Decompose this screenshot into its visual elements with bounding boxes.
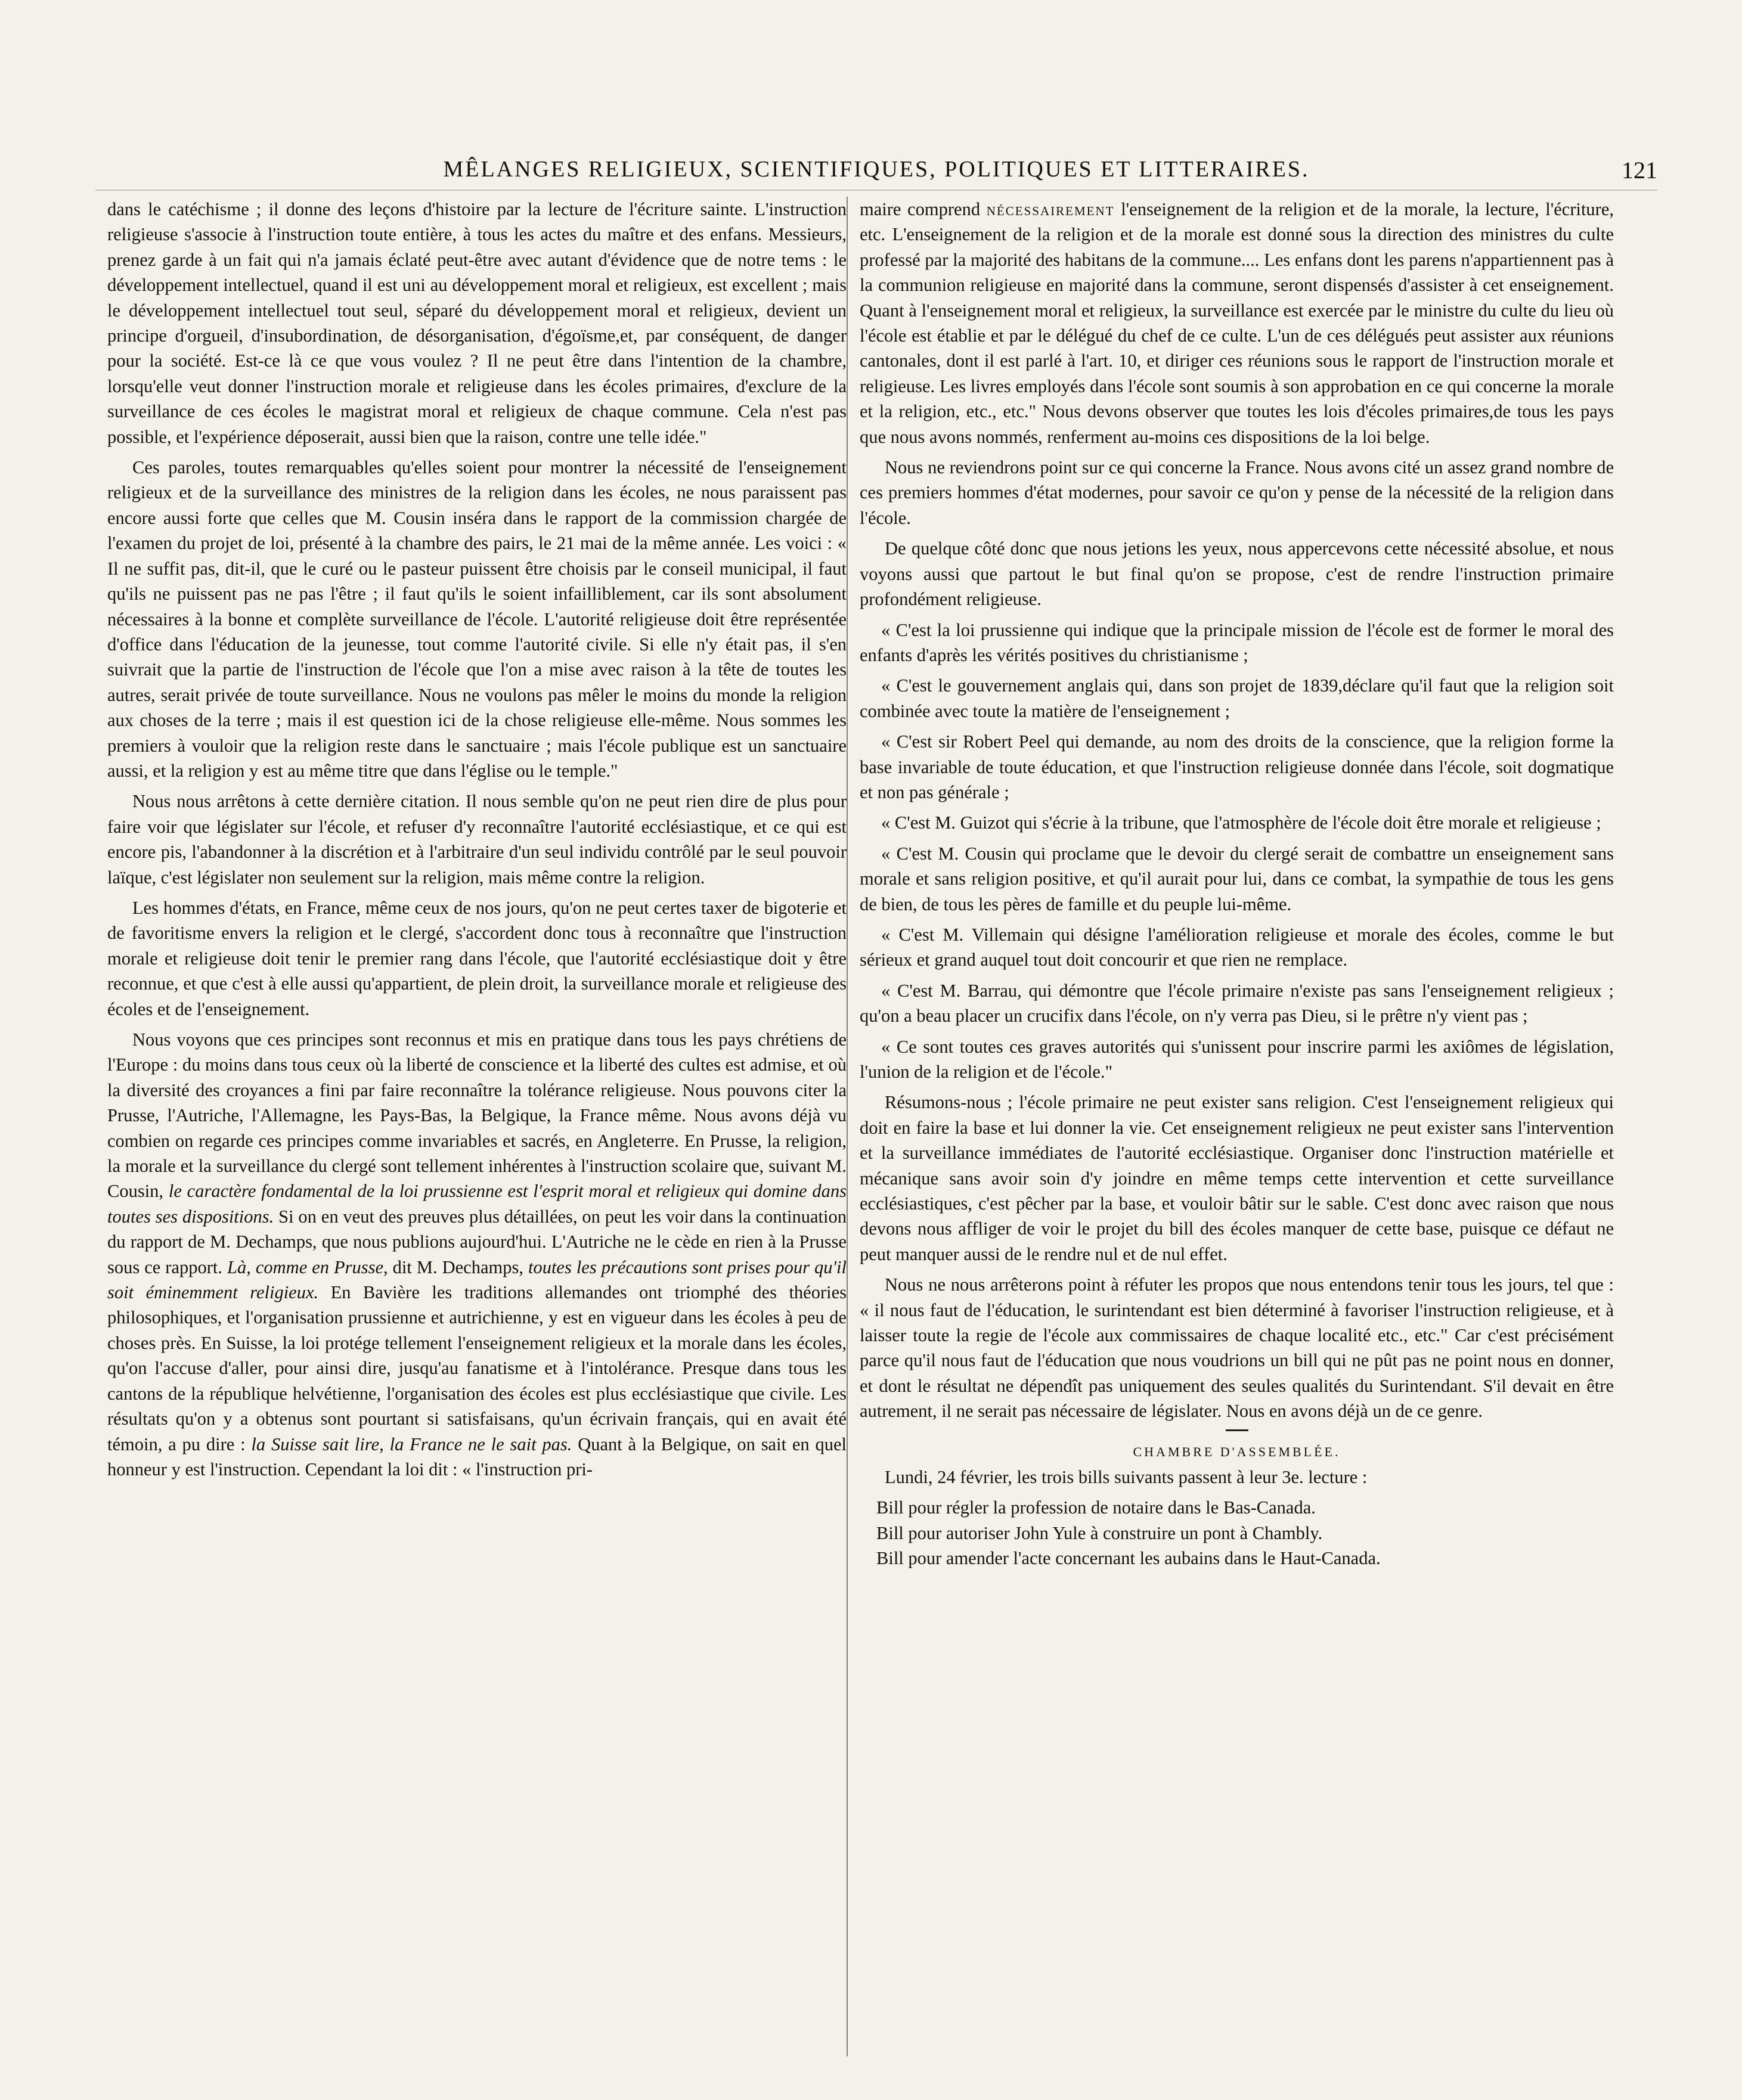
section-divider <box>1226 1429 1248 1431</box>
column-divider <box>847 197 848 2056</box>
text-run: maire comprend <box>860 199 987 219</box>
paragraph: Les hommes d'états, en France, même ceux de nos jours, qu'on ne peut certes taxer de bigoterie et de favoritisme envers la religion et le clergé, s'accordent donc tous à reconnaître que l'instruction morale et religieuse doit tenir le premier rang dans l'école, que l'autorité ecclésiastique doit y être reconnue, et que c'est à elle aussi qu'appartient, de plein droit, la surveillance morale et religieuse des écoles et de l'enseignement. <box>107 897 847 1019</box>
paragraph <box>860 197 1614 449</box>
italic-quote: toutes les précautions sont prises pour qu'il soit éminemment religieux. <box>107 1257 847 1303</box>
small-caps-word: nécessairement <box>986 199 1115 219</box>
assembly-intro: Lundi, 24 février, les trois bills suivants passent à leur 3e. lecture : <box>885 1466 1368 1487</box>
section-heading: CHAMBRE D'ASSEMBLÉE. <box>1133 1444 1341 1459</box>
quote-item: « C'est M. Cousin qui proclame que le devoir du clergé serait de combattre un enseignement sans morale et sans religion positive, et qu'il aurait pour lui, dans ce combat, la sympathie de tous les gens de bien, de tous les pères de famille et du peuple lui-même. <box>860 843 1614 914</box>
quote-item: « Ce sont toutes ces graves autorités qui s'unissent pour inscrire parmi les axiômes de législation, l'union de la religion et de l'école." <box>860 1036 1614 1082</box>
page-number: 121 <box>1622 157 1657 184</box>
text-run: En Bavière les traditions allemandes ont triomphé des théories philosophiques, et l'organisation prussienne et autrichienne, y est en vigueur dans les écoles à peu de choses près. En Suisse, la loi protége tellement l'enseignement religieux et la morale dans les écoles, qu'on l'accuse d'aller, pour ainsi dire, jusqu'au fanatisme et à l'intolérance. Presque dans tous les cantons de la république helvétienne, l'organisation des écoles est plus ecclésiastique que civile. Les résultats qu'on y a obtenus sont pourtant si satisfaisans, qu'un écrivain français, qui en avait été témoin, a pu dire : <box>107 1282 847 1454</box>
paragraph: De quelque côté donc que nous jetions les yeux, nous appercevons cette nécessité absolue, et nous voyons aussi que partout le but final qu'on se propose, c'est de rendre l'instruction primaire profondément religieuse. <box>860 538 1614 610</box>
quote-item: « C'est la loi prussienne qui indique que la principale mission de l'école est de former le moral des enfants d'après les vérités positives du christianisme ; <box>860 619 1614 665</box>
quote-item: « C'est le gouvernement anglais qui, dans son projet de 1839,déclare qu'il faut que la religion soit combinée avec toute la matière de l'enseignement ; <box>860 675 1614 721</box>
paragraph <box>107 1027 847 1482</box>
text-run: Si on en veut des preuves plus détaillées, on peut les voir dans la continuation du rapport de M. Dechamps, que nous publions aujourd'hui. L'Autriche ne le cède en rien à la Prusse sous ce rapport. <box>107 1206 847 1277</box>
italic-quote: le caractère fondamental de la loi prussienne est l'esprit moral et religieux qui domine dans toutes ses dispositions. <box>107 1181 847 1227</box>
italic-quote: Là, comme en Prusse, <box>227 1257 388 1277</box>
text-run: Nous voyons que ces principes sont reconnus et mis en pratique dans tous les pays chrétiens de l'Europe : du moins dans tous ceux où la liberté de conscience et la liberté des cultes est admise, et où la diversité des croyances a fini par faire reconnaître la tolérance religieuse. Nous pouvons citer la Prusse, l'Autriche, l'Allemagne, les Pays-Bas, la Belgique, la France même. Nous avons déjà vu combien on regarde ces principes comme invariables et sacrés, en Angleterre. En Prusse, la religion, la morale et la surveillance du clergé sont tellement inhérentes à l'instruction scolaire que, suivant M. Cousin, <box>107 1029 847 1202</box>
running-title: MÊLANGES RELIGIEUX, SCIENTIFIQUES, POLITIQUES ET LITTERAIRES. <box>443 157 1310 182</box>
bill-item: Bill pour amender l'acte concernant les aubains dans le Haut-Canada. <box>876 1547 1381 1568</box>
bill-item: Bill pour régler la profession de notaire dans le Bas-Canada. <box>876 1497 1316 1518</box>
paragraph: Nous ne reviendrons point sur ce qui concerne la France. Nous avons cité un assez grand nombre de ces premiers hommes d'état modernes, pour savoir ce qu'on y pense de la nécessité de la religion dans l'école. <box>860 457 1614 528</box>
text-run: Quant à la Belgique, on sait en quel honneur y est l'instruction. Cependant la loi dit : « l'instruction pri- <box>107 1434 847 1479</box>
header-rule <box>95 190 1657 191</box>
paragraph: Résumons-nous ; l'école primaire ne peut exister sans religion. C'est l'enseignement religieux qui doit en faire la base et lui donner la vie. Cet enseignement religieux ne peut exister sans l'intervention et la surveillance immédiates de l'autorité ecclésiastique. Organiser donc l'instruction matérielle et mécanique sans avoir soin d'y joindre en même temps cette intervention et cette surveillance ecclésiastiques, c'est pêcher par la base, et vouloir bâtir sur le sable. C'est donc avec raison que nous devons nous affliger de voir le projet du bill des écoles manquer de cette base, puisque ce défaut ne peut manquer aussi de le rendre nul et de nul effet. <box>860 1092 1614 1264</box>
paragraph: Nous ne nous arrêterons point à réfuter les propos que nous entendons tenir tous les jours, tel que : « il nous faut de l'éducation, le surintendant est bien déterminé à favoriser l'instruction religieuse, et à laisser toute la regie de l'école aux commissaires de chaque localité etc., etc." Car c'est précisément parce qu'il nous faut de l'éducation que nous voudrions un bill qui ne pût pas ne point nous en donner, et dont le résultat ne dépendît pas uniquement des seules qualités du Surintendant. S'il devait en être autrement, il ne serait pas nécessaire de législater. Nous en avons déjà un de ce genre. <box>860 1274 1614 1422</box>
page-header <box>95 156 1657 192</box>
paragraph: dans le catéchisme ; il donne des leçons d'histoire par la lecture de l'écriture sainte. L'instruction religieuse s'associe à l'instruction toute entière, à tous les actes du maître et des enfans. Messieurs, prenez garde à un fait qui n'a jamais éclaté peut-être avec autant d'évidence que de notre tems : le développement intellectuel, quand il est uni au développement moral et religieux, est excellent ; mais le développement intellectuel tout seul, séparé du développement moral et religieux, devient un principe d'orgueil, d'insubordination, de désorganisation, d'égoïsme,et, par conséquent, de danger pour la société. Est-ce là ce que vous voulez ? Il ne peut être dans l'intention de la chambre, lorsqu'elle veut donner l'instruction morale et religieuse dans les écoles primaires, d'exclure de la surveillance de ces écoles le magistrat moral et religieux de chaque commune. Cela n'est pas possible, et l'expérience déposerait, aussi bien que la raison, contre une telle idée." <box>107 199 847 447</box>
left-column <box>107 197 847 1487</box>
bill-item: Bill pour autoriser John Yule à construire un pont à Chambly. <box>876 1522 1323 1543</box>
text-run: dit M. Dechamps, <box>388 1257 528 1277</box>
quote-item: « C'est M. Barrau, qui démontre que l'école primaire n'existe pas sans l'enseignement religieux ; qu'on a beau placer un crucifix dans l'école, on n'y verra pas Dieu, si le prêtre n'y vient pas ; <box>860 980 1614 1026</box>
right-column <box>860 197 1614 1571</box>
quote-item: « C'est M. Villemain qui désigne l'amélioration religieuse et morale des écoles, comme le but sérieux et grand auquel tout doit concourir et que rien ne remplace. <box>860 924 1614 970</box>
paragraph: Nous nous arrêtons à cette dernière citation. Il nous semble qu'on ne peut rien dire de plus pour faire voir que législater sur l'école, et refuser d'y reconnaître l'autorité ecclésiastique, et ce qui est encore pis, l'abandonner à la discrétion et à l'arbitraire d'un seul individu contrôlé par le seul pouvoir laïque, c'est législater non seulement sur la religion, mais même contre la religion. <box>107 791 847 888</box>
paragraph: Ces paroles, toutes remarquables qu'elles soient pour montrer la nécessité de l'enseignement religieux et de la surveillance des ministres de la religion dans les écoles, ne nous paraissent pas encore aussi forte que celles que M. Cousin inséra dans le rapport de la commission chargée de l'examen du projet de loi, présenté à la chambre des pairs, le 21 mai de la même année. Les voici : « Il ne suffit pas, dit-il, que le curé ou le pasteur puissent être choisis par le conseil municipal, il faut qu'ils ne puissent pas ne pas l'être ; il faut qu'ils le soient infailliblement, car ils sont absolument nécessaires à la bonne et complète surveillance de l'école. L'autorité religieuse doit être représentée d'office dans l'éducation de la jeunesse, tout comme l'autorité civile. Si elle n'y était pas, il s'en suivrait que la partie de l'instruction de l'école que l'on a mise avec raison à la tête de toutes les autres, serait privée de toute surveillance. Nous ne voulons pas mêler le moins du monde la religion aux choses de la terre ; mais il est question ici de la chose religieuse elle-même. Nous sommes les premiers à vouloir que la religion reste dans le sanctuaire ; mais l'école publique est un sanctuaire aussi, et la religion y est au même titre que dans l'église ou le temple." <box>107 457 847 781</box>
text-run: l'enseignement de la religion et de la morale, la lecture, l'écriture, etc. L'enseignement de la religion et de la morale est donné sous la direction des ministres du culte professé par la majorité des habitans de la commune.... Les enfans dont les parens n'appartiennent pas à la communion religieuse en majorité dans la commune, seront dispensés d'assister à cet enseignement. Quant à l'enseignement moral et religieux, la surveillance est exercée par le ministre du culte du lieu où l'école est établie et par le délégué du chef de ce culte. L'un de ces délégués peut assister aux réunions cantonales, dont il est parlé à l'art. 10, et diriger ces réunions sous le rapport de l'instruction morale et religieuse. Les livres employés dans l'école sont soumis à son approbation en ce qui concerne la morale et la religion, etc., etc." Nous devons observer que toutes les lois d'écoles primaires,de tous les pays que nous avons nommés, renferment au-moins ces dispositions de la loi belge. <box>860 199 1614 447</box>
italic-quote: la Suisse sait lire, la France ne le sait pas. <box>251 1434 572 1454</box>
quote-item: « C'est M. Guizot qui s'écrie à la tribune, que l'atmosphère de l'école doit être morale et religieuse ; <box>881 812 1601 833</box>
quote-item: « C'est sir Robert Peel qui demande, au nom des droits de la conscience, que la religion forme la base invariable de toute éducation, et que l'instruction religieuse donnée dans l'école, soit dogmatique et non pas générale ; <box>860 731 1614 802</box>
